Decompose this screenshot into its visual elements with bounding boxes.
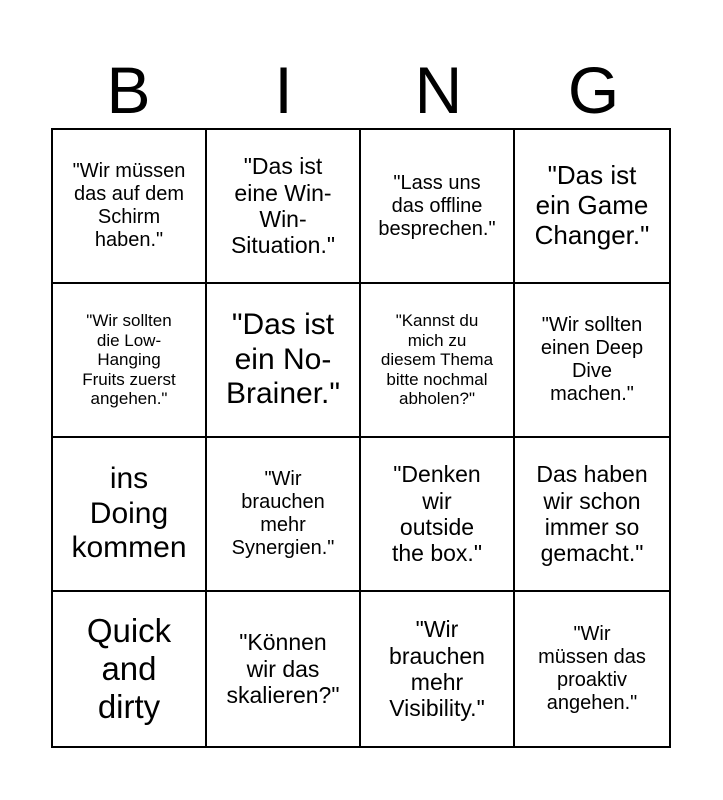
bingo-board xyxy=(51,128,671,748)
title-letter-b: B xyxy=(106,53,151,127)
cell-text: "Wir sollten einen Deep Dive machen." xyxy=(540,314,644,405)
cell-text: "Können wir das skalieren?" xyxy=(226,629,340,709)
title-letter-g: G xyxy=(567,53,620,127)
bingo-cell-r4-c1[interactable] xyxy=(53,592,207,746)
bingo-cell-r2-c3[interactable] xyxy=(361,284,515,438)
bingo-title xyxy=(51,50,671,130)
cell-text: "Wir brauchen mehr Synergien." xyxy=(231,468,335,559)
cell-text: "Wir brauchen mehr Visibility." xyxy=(389,616,485,722)
cell-text: ins Doing kommen xyxy=(71,462,187,565)
bingo-cell-r4-c4[interactable] xyxy=(515,592,669,746)
title-letter-i: I xyxy=(274,53,293,127)
cell-text: "Denken wir outside the box." xyxy=(391,461,482,567)
bingo-cell-r1-c2[interactable] xyxy=(207,130,361,284)
cell-text: "Das ist ein Game Changer." xyxy=(534,160,650,250)
bingo-cell-r2-c2[interactable] xyxy=(207,284,361,438)
bingo-cell-r1-c3[interactable] xyxy=(361,130,515,284)
bingo-cell-r3-c2[interactable] xyxy=(207,438,361,592)
bingo-cell-r1-c4[interactable] xyxy=(515,130,669,284)
bingo-cell-r1-c1[interactable] xyxy=(53,130,207,284)
bingo-cell-r4-c2[interactable] xyxy=(207,592,361,746)
bingo-cell-r2-c1[interactable] xyxy=(53,284,207,438)
cell-text: "Kannst du mich zu diesem Thema bitte nochmal abholen?" xyxy=(380,311,494,409)
cell-text: "Wir müssen das auf dem Schirm haben." xyxy=(72,160,186,251)
bingo-cell-r3-c3[interactable] xyxy=(361,438,515,592)
bingo-cell-r4-c3[interactable] xyxy=(361,592,515,746)
cell-text: "Lass uns das offline besprechen." xyxy=(378,171,496,240)
bingo-cell-r2-c4[interactable] xyxy=(515,284,669,438)
cell-text: Das haben wir schon immer so gemacht." xyxy=(536,461,648,567)
cell-text: "Wir müssen das proaktiv angehen." xyxy=(538,623,646,714)
cell-text: "Wir sollten die Low- Hanging Fruits zuerst angehen." xyxy=(82,311,176,409)
bingo-cell-r3-c1[interactable] xyxy=(53,438,207,592)
cell-text: "Das ist eine Win- Win- Situation." xyxy=(230,153,336,259)
bingo-cell-r3-c4[interactable] xyxy=(515,438,669,592)
cell-text: "Das ist ein No- Brainer." xyxy=(225,308,341,411)
cell-text: Quick and dirty xyxy=(86,612,172,725)
title-letter-n: N xyxy=(414,53,463,127)
